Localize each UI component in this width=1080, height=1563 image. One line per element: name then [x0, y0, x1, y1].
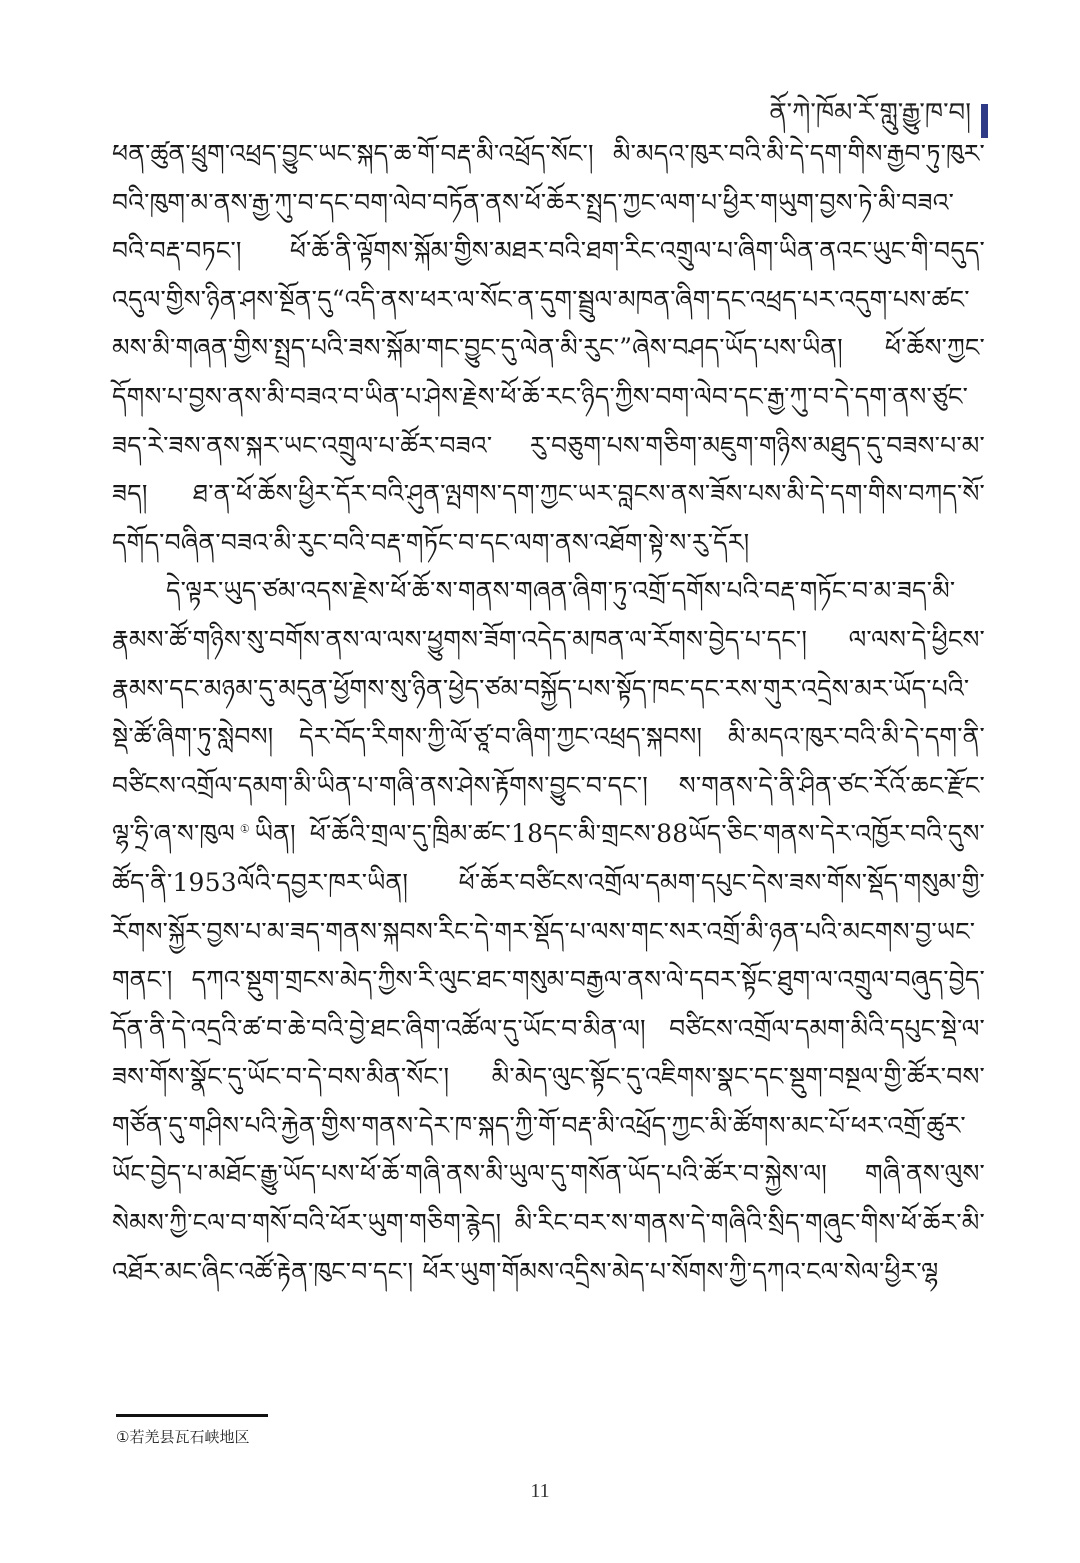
paragraph-2-part-2: ཡིན། ཕོ་ཆོའི་གྲལ་དུ་ཁྲིམ་ཚང་18དང་མི་གྲངས་88ཡོད་ཅིང་གནས་དེར་འཁྱོར་བའི་དུས་ཚོད་ནི་1953ལོའི་དབྱར་ཁར་ཡིན། ཕོ་ཆོར་བཙིངས་འགྲོལ་དམག་དཔུང་དེས་ཟས་གོས་སྡོད་གསུམ་གྱི་རོགས་སྐྱོར་བྱས་པ་མ་ཟད་གནས་སྐབས་རིང་དེ་གར་སྡོད་པ་ལས་གང་སར་འགྲོ་མི་ཉན་པའི་མངགས་བྱ་ཡང་གནང་། དཀའ་སྡུག་གྲངས་མེད་ཀྱིས་རི་ལུང་ཐང་གསུམ་བརྒྱལ་ནས་ལེ་དབར་སྟོང་ཐུག་ལ་འགྲུལ་བཞུད་བྱེད་དོན་ནི་དེ་འདྲའི་ཚ་བ་ཆེ་བའི་བྱེ་ཐང་ཞིག་འཚོལ་དུ་ཡོང་བ་མིན་ལ། བཙིངས་འགྲོལ་དམག་མིའི་དཔུང་སྡེ་ལ་ཟས་གོས་སྣོང་དུ་ཡོང་བ་དེ་བས་མིན་སོང་། མི་མེད་ལུང་སྟོང་དུ་འཇིགས་སྣང་དང་སྡུག་བསྔལ་གྱི་ཚོར་བས་གཙོན་དུ་གཤིས་པའི་རྐྱེན་གྱིས་གནས་དེར་ཁ་སྐད་ཀྱི་གོ་བརྡ་མི་འཕྲོད་ཀྱང་མི་ཚོགས་མང་པོ་ཕར་འགྲོ་ཚུར་ཡོང་བྱེད་པ་མཐོང་རྒྱུ་ཡོད་པས་ཕོ་ཆོ་གཞི་ནས་མི་ཡུལ་དུ་གསོན་ཡོད་པའི་ཚོར་བ་སྐྱེས་ལ། གཞི་ནས་ལུས་སེམས་ཀྱི་ངལ་བ་གསོ་བའི་ཕོར་ཡུག་གཅིག་རྙེད། མི་རིང་བར་ས་གནས་དེ་གཞིའི་སྲིད་གཞུང་གིས་ཕོ་ཆོར་མི་འཐོར་མང་ཞིང་འཚོ་རྟེན་ཁུང་བ་དང་། ཕོར་ཡུག་གོམས་འདྲིས་མེད་པ་སོགས་ཀྱི་དཀའ་ངལ་སེལ་ཕྱིར་ལྷ	[112, 819, 985, 1286]
footnote-reference[interactable]: ①	[234, 822, 255, 836]
paragraph-1: ཕན་ཚུན་ཕྲུག་འཕྲད་བྱུང་ཡང་སྐད་ཆ་གོ་བརྡ་མི་འཕྲོད་སོང་། མི་མདའ་ཁུར་བའི་མི་དེ་དག་གིས་རྒྱབ་ཏུ་ཁུར་བའི་ཁུག་མ་ནས་རྒྱ་ཀུ་བ་དང་བག་ལེབ་བཏོན་ནས་ཕོ་ཆོར་སྤྲད་ཀྱང་ལག་པ་ཕྱིར་གཡུག་བྱས་ཏེ་མི་བཟའ་བའི་བརྡ་བཏང་། ཕོ་ཆོ་ནི་ལྟོགས་སྐོམ་གྱིས་མཐར་བའི་ཐག་རིང་འགྲུལ་པ་ཞིག་ཡིན་ནའང་ཡུང་གི་བདུད་འདུལ་གྱིས་ཉིན་ཤས་སྔོན་དུ“འདི་ནས་ཕར་ལ་སོང་ན་དུག་སྦྲུལ་མཁན་ཞིག་དང་འཕྲད་པར་འདུག་པས་ཚང་མས་མི་གཞན་གྱིས་སྤྲད་པའི་ཟས་སྐོམ་གང་བྱུང་དུ་ལེན་མི་རུང་”ཞེས་བཤད་ཡོད་པས་ཡིན། ཕོ་ཆོས་ཀྱང་དོགས་པ་བྱས་ནས་མི་བཟའ་བ་ཡིན་པ་ཤེས་རྗེས་ཕོ་ཆོ་རང་ཉིད་ཀྱིས་བག་ལེབ་དང་རྒྱ་ཀུ་བ་དེ་དག་ནས་ཙུང་ཟད་རེ་ཟས་ནས་སྐར་ཡང་འགྲུལ་པ་ཚོར་བཟའ་ རུ་བཅུག་པས་གཅིག་མཇུག་གཉིས་མཐུད་དུ་བཟས་པ་མ་ཟད། ཐ་ན་ཕོ་ཆོས་ཕྱིར་དོར་བའི་ཤུན་ལྤགས་དག་ཀྱང་ཡར་བླངས་ནས་ཟོས་པས་མི་དེ་དག་གིས་བཀད་སོ་དགོད་བཞིན་བཟའ་མི་རུང་བའི་བརྡ་གཏོང་བ་དང་ལག་ནས་འཐོག་སྟེ་ས་རུ་དོར།	[112, 139, 985, 557]
running-title: ནོ་ཀེ་ཁོམ་རོ་གླུ་རྒྱུ་ཁ་བ།	[769, 98, 971, 128]
body-text	[112, 130, 985, 1296]
paragraph-2-part-1: དེ་ལྟར་ཡུད་ཙམ་འདས་རྗེས་ཕོ་ཆོ་ས་གནས་གཞན་ཞིག་ཏུ་འགྲོ་དགོས་པའི་བརྡ་གཏོང་བ་མ་ཟད་མི་རྣམས་ཚོ་གཉིས་སུ་བགོས་ནས་ལ་ལས་ཕྱུགས་ཟོག་འདེད་མཁན་ལ་རོགས་བྱེད་པ་དང་། ལ་ལས་དེ་ཕྱིངས་རྣམས་དང་མཉམ་དུ་མདུན་ཕྱོགས་སུ་ཉིན་ཕྱེད་ཙམ་བསྐྱོད་པས་སྟོད་ཁང་དང་རས་གུར་འདྲེས་མར་ཡོད་པའི་སྡེ་ཚོ་ཞིག་ཏུ་སླེབས། དེར་བོད་རིགས་ཀྱི་ལོ་ཙཱ་བ་ཞིག་ཀྱང་འཕྲད་སྐབས། མི་མདའ་ཁུར་བའི་མི་དེ་དག་ནི་བཙིངས་འགྲོལ་དམག་མི་ཡིན་པ་གཞི་ནས་ཤེས་རྟོགས་བྱུང་བ་དང་། ས་གནས་དེ་ནི་ཤིན་ཙང་རོའོ་ཆང་རྫོང་ལྷ་ཧྲི་ཞ་ས་ཁུལ	[112, 576, 985, 849]
footnote: ①若羌县瓦石峡地区	[116, 1428, 250, 1446]
page-number: 11	[530, 1480, 550, 1502]
paragraph-2	[112, 567, 985, 1296]
footnote-rule	[116, 1414, 268, 1417]
